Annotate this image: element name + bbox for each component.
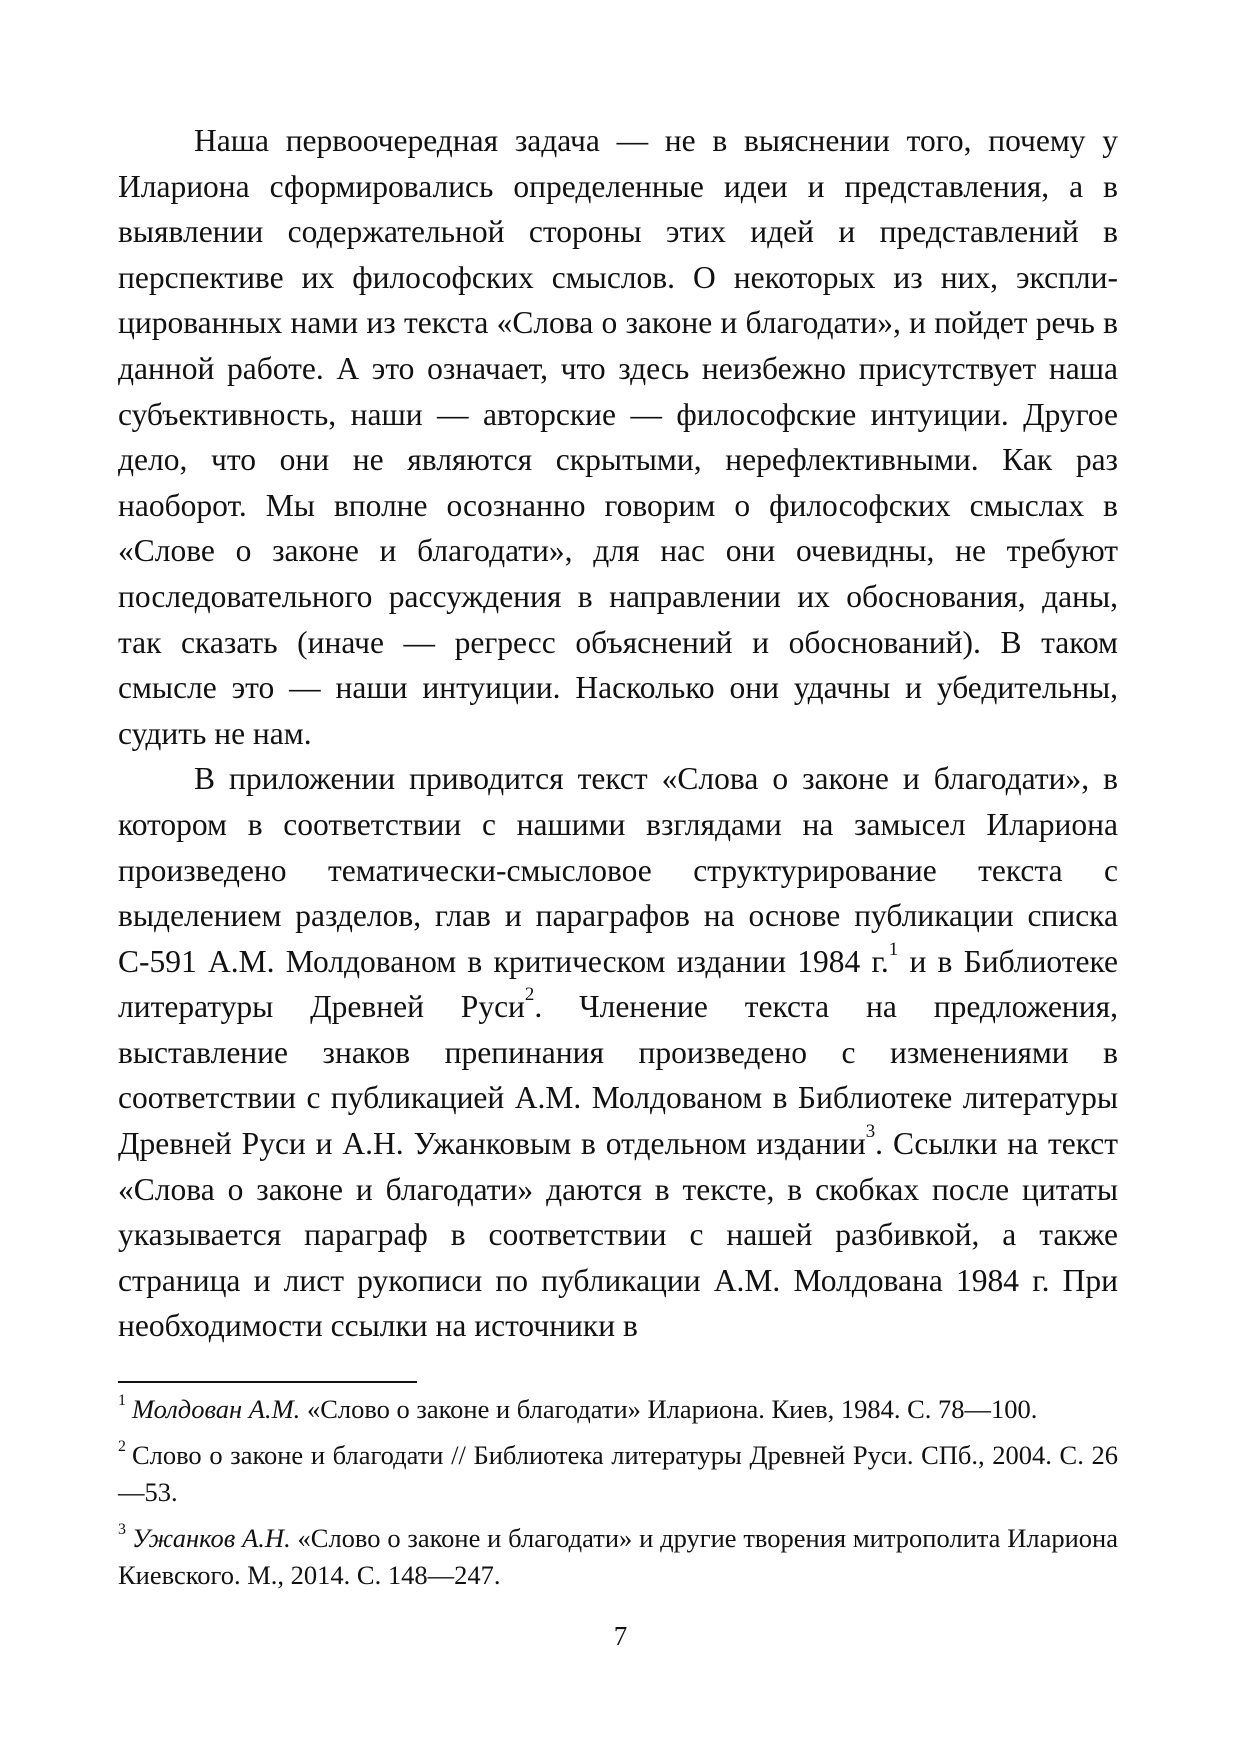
paragraph-2-text-part-3: . Членение текста на предложения, выставление знаков препинания произведено с изменениями в соответствии с публикацией А.М. Молдованом в Библиотеке литературы Древней Руси и А.Н. Ужанковым в отдельном издании	[118, 989, 1118, 1162]
footnote-number: 3	[118, 1520, 126, 1538]
footnote-number: 1	[118, 1392, 126, 1410]
paragraph-2-text-part-2: и в Библиотеке литературы Древней Руси	[118, 943, 1118, 1025]
footnote-separator	[118, 1381, 417, 1383]
footnote-ref-1[interactable]: 1	[888, 938, 899, 960]
body-text	[118, 118, 1118, 1366]
footnote-text: «Слово о законе и благодати» и другие творения митрополита Илариона Киевского. М., 2014. С. 148—247.	[118, 1522, 1118, 1590]
paragraph	[118, 756, 1118, 1349]
paragraph-2-text-part-4: . Ссылки на текст «Слова о законе и благодати» даются в тексте, в скобках после цитаты указывается параграф в соответствии с нашей разбивкой, а также страница и лист рукописи по публикации А.М. Молдована 1984 г. При необходимости ссылки на источники в	[118, 1126, 1118, 1344]
page-content	[118, 118, 1118, 1366]
footnote-3	[118, 1520, 1118, 1595]
paragraph-1-text: Наша первоочередная задача — не в выяснении того, почему у Илариона сформировались определенные идеи и представления, а в выявлении содержательной стороны этих идей и представлений в перспективе их философских смыслов. О некоторых из них, эксплицированных нами из текста «Слова о законе и благодати», и пойдет речь в данной работе. А это означает, что здесь неизбежно присутствует наша субъективность, наши — авторские — философские интуиции. Другое дело, что они не являются скрытыми, нерефлективными. Как раз наоборот. Мы вполне осознанно говорим о философских смыслах в «Слове о законе и благодати», для нас они очевидны, не требуют последовательного рассуждения в направлении их обоснования, даны, так сказать (иначе — регресс объяснений и обоснований). В таком смысле это — наши интуиции. Насколько они удачны и убедительны, судить не нам.	[118, 123, 1118, 751]
paragraph	[118, 118, 1118, 756]
footnote-author: Молдован А.М.	[131, 1394, 301, 1424]
page-number: 7	[613, 1621, 628, 1651]
footnotes	[118, 1391, 1118, 1603]
footnote-text: «Слово о законе и благодати» Илариона. Киев, 1984. С. 78—100.	[300, 1394, 1038, 1424]
footnote-1	[118, 1391, 1118, 1429]
footnote-ref-2[interactable]: 2	[524, 984, 535, 1006]
footnote-author: Ужанков А.Н.	[131, 1522, 291, 1553]
footnote-2	[118, 1437, 1118, 1512]
footnote-text: Слово о законе и благодати // Библиотека литературы Древней Руси. СПб., 2004. С. 26—53.	[118, 1439, 1118, 1507]
footnote-ref-3[interactable]: 3	[865, 1121, 876, 1143]
paragraph-2-text-part-1: В приложении приводится текст «Слова о законе и благодати», в котором в соответствии с нашими взглядами на замысел Илариона произведено тематически-смысловое структурирование текста с выделением разделов, глав и параграфов на основе публикации списка С-591 А.М. Молдованом в критическом издании 1984 г.	[118, 761, 1118, 979]
footnote-number: 2	[118, 1437, 126, 1455]
